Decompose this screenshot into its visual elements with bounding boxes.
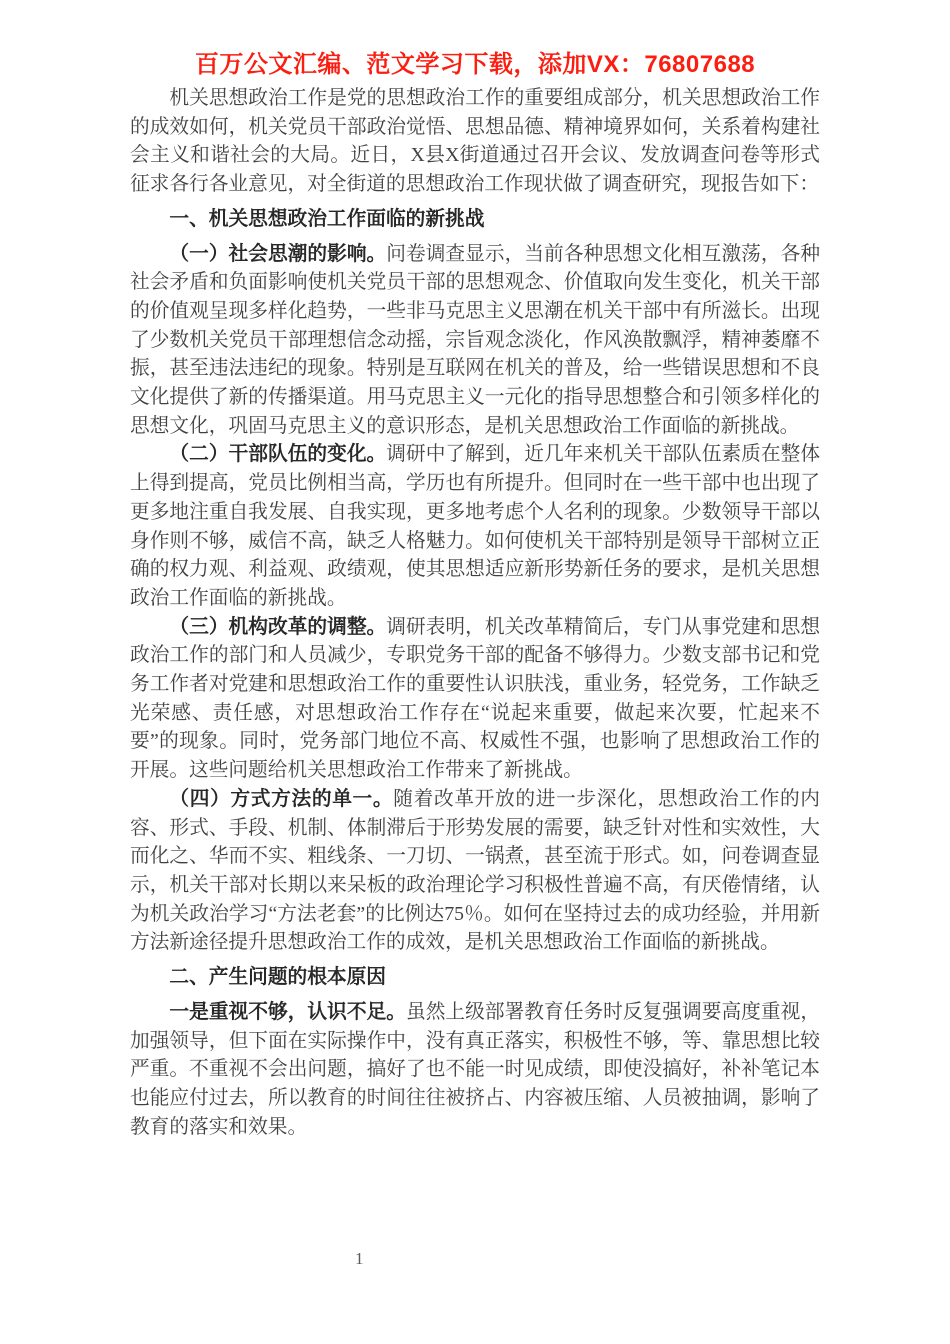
bold-text-run: （三）机构改革的调整。 [169, 615, 387, 638]
text-run: 调研表明，机关改革精简后，专门从事党建和思想政治工作的部门和人员减少，专职党务干部的配备不够得力。少数支部书记和党务工作者对党建和思想政治工作的重要性认识肤浅，重业务，轻党务，工作缺乏光荣感、责任感，对思想政治工作存在“说起来重要，做起来次要，忙起来不要”的现象。同时，党务部门地位不高、权威性不强，也影响了思想政治工作的开展。这些问题给机关思想政治工作带来了新挑战。 [130, 615, 821, 782]
paragraph [130, 84, 820, 199]
paragraph [130, 998, 820, 1142]
bold-text-run: 二、产生问题的根本原因 [169, 966, 386, 989]
text-run: 调研中了解到，近几年来机关干部队伍素质在整体上得到提高，党员比例相当高，学历也有所提升。但同时在一些干部中也出现了更多地注重自我发展、自我实现，更多地考虑个人名利的现象。少数领导干部以身作则不够，威信不高，缺乏人格魅力。如何使机关干部特别是领导干部树立正确的权力观、利益观、政绩观，使其思想适应新形势新任务的要求，是机关思想政治工作面临的新挑战。 [130, 443, 821, 609]
bold-text-run: 一、机关思想政治工作面临的新挑战 [169, 207, 485, 230]
paragraph [130, 785, 820, 957]
page-number: 1 [355, 1249, 364, 1268]
bold-text-run: （二）干部队伍的变化。 [169, 443, 387, 466]
promo-header-text: 百万公文汇编、范文学习下载，添加VX：76807688 [194, 51, 756, 78]
text-run: 虽然上级部署教育任务时反复强调要高度重视，加强领导，但下面在实际操作中，没有真正落实，积极性不够，等、靠思想比较严重。不重视不会出问题，搞好了也不能一时见成绩，即使没搞好，补补笔记本也能应付过去，所以教育的时间往往被挤占、内容被压缩、人员被抽调，影响了教育的落实和效果。 [130, 1000, 821, 1138]
paragraph [130, 240, 820, 441]
section-heading [130, 205, 820, 234]
bold-text-run: （一）社会思潮的影响。 [169, 242, 387, 265]
bold-text-run: 一是重视不够，认识不足。 [169, 1000, 406, 1023]
paragraph [130, 613, 820, 785]
bold-text-run: （四）方式方法的单一。 [169, 787, 394, 810]
text-run: 随着改革开放的进一步深化，思想政治工作的内容、形式、手段、机制、体制滞后于形势发展的需要，缺乏针对性和实效性，大而化之、华而不实、粗线条、一刀切、一锅煮，甚至流于形式。如，问卷调查显示，机关干部对长期以来呆板的政治理论学习积极性普遍不高，有厌倦情绪，认为机关政治学习“方法老套”的比例达75％。如何在坚持过去的成功经验，并用新方法新途径提升思想政治工作的成效，是机关思想政治工作面临的新挑战。 [130, 787, 820, 954]
text-run: 问卷调查显示，当前各种思想文化相互激荡，各种社会矛盾和负面影响使机关党员干部的思想观念、价值取向发生变化，机关干部的价值观呈现多样化趋势，一些非马克思主义思潮在机关干部中有所滋长。出现了少数机关党员干部理想信念动摇，宗旨观念淡化，作风涣散飘浮，精神萎靡不振，甚至违法违纪的现象。特别是互联网在机关的普及，给一些错误思想和不良文化提供了新的传播渠道。用马克思主义一元化的指导思想整合和引领多样化的思想文化，巩固马克思主义的意识形态，是机关思想政治工作面临的新挑战。 [130, 242, 821, 437]
text-run: 机关思想政治工作是党的思想政治工作的重要组成部分，机关思想政治工作的成效如何，机关党员干部政治觉悟、思想品德、精神境界如何，关系着构建社会主义和谐社会的大局。近日，X县X街道通过召开会议、发放调查问卷等形式征求各行各业意见，对全街道的思想政治工作现状做了调查研究，现报告如下： [130, 87, 820, 196]
paragraph [130, 440, 820, 612]
document-body [130, 84, 820, 1141]
section-heading [130, 963, 820, 992]
